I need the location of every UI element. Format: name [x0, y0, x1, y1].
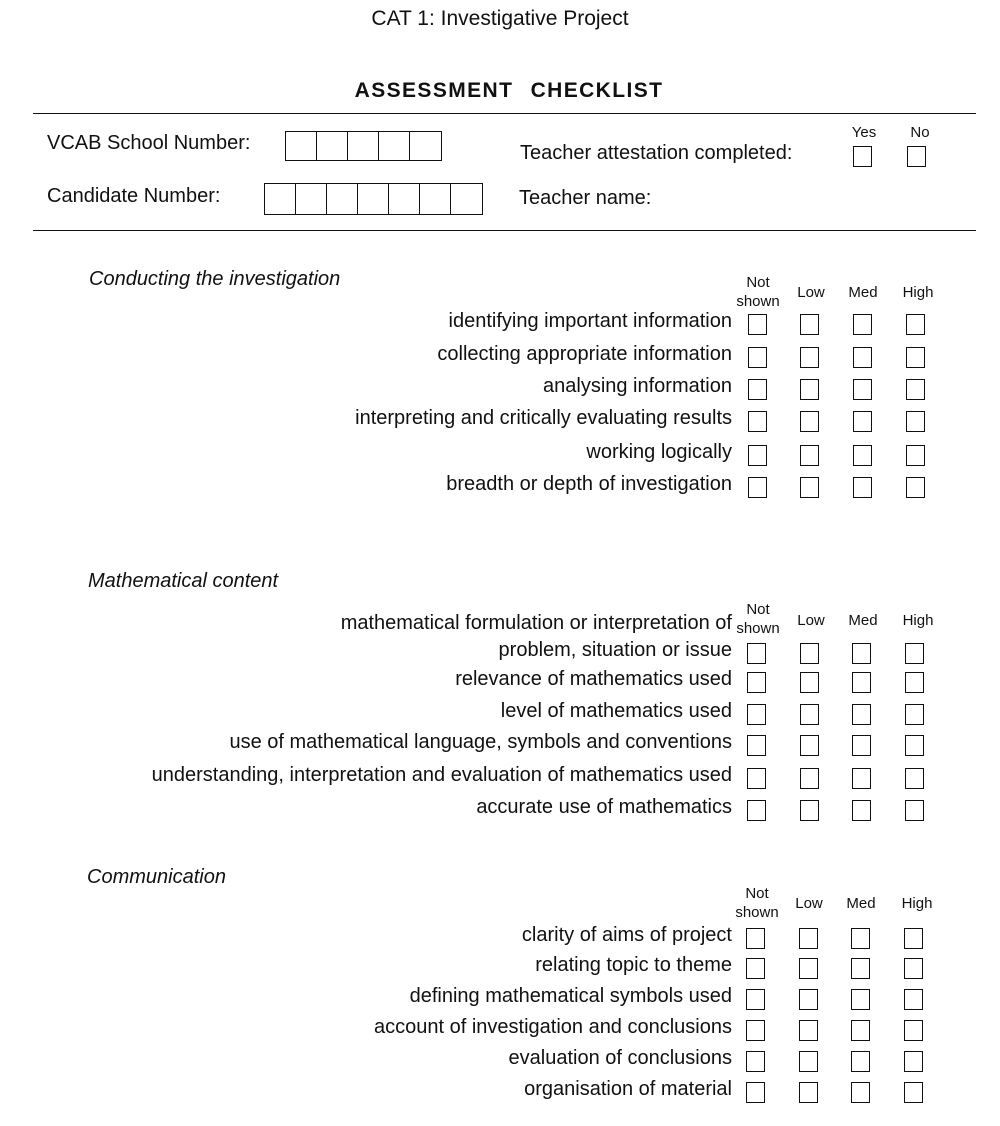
col-low: Low — [795, 895, 823, 912]
rating-checkbox-not-shown[interactable] — [748, 314, 767, 335]
digit-box[interactable] — [286, 132, 317, 160]
criterion-label: evaluation of conclusions — [508, 1047, 732, 1069]
rating-checkbox-med[interactable] — [851, 928, 870, 949]
criterion-label: breadth or depth of investigation — [446, 473, 732, 495]
col-high: High — [902, 284, 934, 301]
criterion-label: level of mathematics used — [500, 700, 732, 722]
rating-checkbox-med[interactable] — [852, 643, 871, 664]
rating-checkbox-med[interactable] — [852, 672, 871, 693]
rating-checkbox-med[interactable] — [853, 347, 872, 368]
criterion-label: problem, situation or issue — [498, 639, 732, 661]
rating-checkbox-low[interactable] — [800, 347, 819, 368]
rating-checkbox-not-shown[interactable] — [746, 958, 765, 979]
rating-checkbox-not-shown[interactable] — [746, 1020, 765, 1041]
rating-checkbox-high[interactable] — [906, 314, 925, 335]
school-number-field[interactable] — [285, 131, 442, 161]
school-number-label: VCAB School Number: — [47, 132, 251, 154]
rating-checkbox-med[interactable] — [851, 958, 870, 979]
col-med: Med — [848, 612, 878, 629]
criterion-label: analysing information — [543, 375, 732, 397]
candidate-number-label: Candidate Number: — [47, 185, 221, 207]
rating-checkbox-not-shown[interactable] — [748, 411, 767, 432]
rating-checkbox-low[interactable] — [800, 379, 819, 400]
criterion-label: interpreting and critically evaluating results — [355, 407, 732, 429]
rating-checkbox-not-shown[interactable] — [746, 1051, 765, 1072]
form-subtitle: CAT 1: Investigative Project — [371, 7, 629, 30]
rating-checkbox-high[interactable] — [906, 477, 925, 498]
rating-checkbox-med[interactable] — [851, 1020, 870, 1041]
col-not-shown: Not shown — [735, 885, 779, 921]
rating-checkbox-med[interactable] — [852, 704, 871, 725]
rating-checkbox-med[interactable] — [853, 411, 872, 432]
rating-checkbox-low[interactable] — [800, 800, 819, 821]
rating-checkbox-not-shown[interactable] — [746, 1082, 765, 1103]
rating-checkbox-med[interactable] — [851, 1082, 870, 1103]
rating-checkbox-low[interactable] — [800, 477, 819, 498]
rating-checkbox-high[interactable] — [905, 643, 924, 664]
rating-checkbox-med[interactable] — [852, 735, 871, 756]
col-low: Low — [797, 612, 825, 629]
criterion-label: clarity of aims of project — [521, 924, 732, 946]
digit-box[interactable] — [358, 184, 389, 214]
digit-box[interactable] — [296, 184, 327, 214]
no-label: No — [910, 124, 930, 141]
rating-checkbox-high[interactable] — [906, 411, 925, 432]
rating-checkbox-high[interactable] — [905, 768, 924, 789]
col-high: High — [902, 612, 934, 629]
header-bottom-divider — [33, 230, 976, 231]
digit-box[interactable] — [389, 184, 420, 214]
teacher-name-label: Teacher name: — [519, 187, 652, 209]
rating-checkbox-high[interactable] — [906, 379, 925, 400]
criterion-label: relevance of mathematics used — [455, 668, 732, 690]
criterion-label: accurate use of mathematics — [476, 796, 732, 818]
rating-checkbox-not-shown[interactable] — [747, 704, 766, 725]
rating-checkbox-high[interactable] — [904, 1082, 923, 1103]
digit-box[interactable] — [451, 184, 482, 214]
rating-checkbox-low[interactable] — [799, 989, 818, 1010]
rating-checkbox-low[interactable] — [799, 1082, 818, 1103]
criterion-label: mathematical formulation or interpretation of — [340, 612, 732, 634]
rating-checkbox-low[interactable] — [799, 1020, 818, 1041]
digit-box[interactable] — [420, 184, 451, 214]
rating-checkbox-not-shown[interactable] — [747, 735, 766, 756]
rating-checkbox-low[interactable] — [799, 958, 818, 979]
col-not-shown: Not shown — [736, 601, 780, 637]
criterion-label: understanding, interpretation and evaluation of mathematics used — [151, 764, 732, 786]
rating-checkbox-med[interactable] — [852, 800, 871, 821]
rating-checkbox-med[interactable] — [853, 445, 872, 466]
rating-checkbox-high[interactable] — [904, 1020, 923, 1041]
rating-checkbox-low[interactable] — [800, 735, 819, 756]
rating-checkbox-high[interactable] — [904, 989, 923, 1010]
rating-checkbox-not-shown[interactable] — [747, 643, 766, 664]
yes-label: Yes — [851, 124, 877, 141]
rating-checkbox-med[interactable] — [852, 768, 871, 789]
digit-box[interactable] — [348, 132, 379, 160]
rating-checkbox-not-shown[interactable] — [748, 445, 767, 466]
section-title-conducting: Conducting the investigation — [89, 268, 341, 290]
rating-checkbox-not-shown[interactable] — [747, 768, 766, 789]
rating-checkbox-not-shown[interactable] — [747, 800, 766, 821]
rating-checkbox-low[interactable] — [800, 672, 819, 693]
rating-checkbox-low[interactable] — [799, 1051, 818, 1072]
criterion-label: collecting appropriate information — [437, 343, 732, 365]
rating-checkbox-high[interactable] — [904, 1051, 923, 1072]
col-med: Med — [846, 895, 876, 912]
rating-checkbox-low[interactable] — [800, 445, 819, 466]
rating-checkbox-high[interactable] — [906, 445, 925, 466]
criterion-label: use of mathematical language, symbols and conventions — [229, 731, 732, 753]
col-med: Med — [848, 284, 878, 301]
rating-checkbox-med[interactable] — [853, 314, 872, 335]
digit-box[interactable] — [379, 132, 410, 160]
rating-checkbox-low[interactable] — [800, 704, 819, 725]
rating-checkbox-low[interactable] — [800, 411, 819, 432]
rating-checkbox-high[interactable] — [905, 704, 924, 725]
rating-checkbox-not-shown[interactable] — [747, 672, 766, 693]
section-title-communication: Communication — [87, 866, 226, 888]
digit-box[interactable] — [410, 132, 441, 160]
rating-checkbox-low[interactable] — [800, 314, 819, 335]
attestation-no-checkbox[interactable] — [907, 146, 926, 167]
criterion-label: organisation of material — [524, 1078, 732, 1100]
rating-checkbox-not-shown[interactable] — [746, 989, 765, 1010]
rating-checkbox-med[interactable] — [853, 379, 872, 400]
rating-checkbox-high[interactable] — [904, 958, 923, 979]
rating-checkbox-med[interactable] — [851, 989, 870, 1010]
rating-checkbox-med[interactable] — [851, 1051, 870, 1072]
criterion-label: defining mathematical symbols used — [409, 985, 732, 1007]
rating-checkbox-high[interactable] — [905, 800, 924, 821]
rating-checkbox-high[interactable] — [905, 672, 924, 693]
criterion-label: identifying important information — [448, 310, 732, 332]
digit-box[interactable] — [317, 132, 348, 160]
digit-box[interactable] — [327, 184, 358, 214]
rating-checkbox-high[interactable] — [904, 928, 923, 949]
digit-box[interactable] — [265, 184, 296, 214]
rating-checkbox-not-shown[interactable] — [748, 347, 767, 368]
rating-checkbox-not-shown[interactable] — [748, 379, 767, 400]
rating-checkbox-med[interactable] — [853, 477, 872, 498]
rating-checkbox-high[interactable] — [906, 347, 925, 368]
col-low: Low — [797, 284, 825, 301]
candidate-number-field[interactable] — [264, 183, 483, 215]
criterion-label: account of investigation and conclusions — [373, 1016, 732, 1038]
criterion-label: working logically — [586, 441, 732, 463]
criterion-label: relating topic to theme — [535, 954, 732, 976]
rating-checkbox-high[interactable] — [905, 735, 924, 756]
col-high: High — [901, 895, 933, 912]
rating-checkbox-not-shown[interactable] — [746, 928, 765, 949]
top-divider — [33, 113, 976, 114]
attestation-yes-checkbox[interactable] — [853, 146, 872, 167]
section-title-mathematical: Mathematical content — [88, 570, 279, 592]
rating-checkbox-low[interactable] — [799, 928, 818, 949]
rating-checkbox-not-shown[interactable] — [748, 477, 767, 498]
attestation-label: Teacher attestation completed: — [520, 142, 793, 164]
page-title: ASSESSMENT CHECKLIST — [354, 79, 664, 102]
rating-checkbox-low[interactable] — [800, 768, 819, 789]
col-not-shown: Not shown — [736, 274, 780, 310]
rating-checkbox-low[interactable] — [800, 643, 819, 664]
